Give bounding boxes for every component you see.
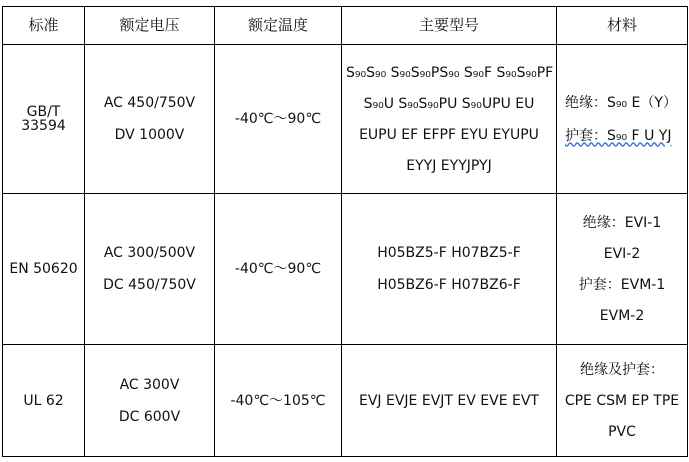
voltage-line: DC 600V [118,408,181,425]
material-line: 绝缘：EVI-1 [582,214,662,231]
temperature-cell: -40℃～105℃ [215,345,342,457]
table-row [3,194,688,345]
header-rated-temperature: 额定温度 [215,7,342,45]
model-line: EUPU EF EFPF EYU EYUPU [359,126,539,143]
temperature-cell: -40℃～90℃ [215,45,342,194]
material-line: EVI-2 [603,245,641,262]
materials-cell [557,345,688,457]
header-standard: 标准 [3,7,85,45]
model-line: H05BZ5-F H07BZ5-F [377,245,521,261]
cable-spec-table [2,6,688,457]
temperature-cell: -40℃～90℃ [215,194,342,345]
table-header-row [3,7,688,45]
header-rated-voltage: 额定电压 [85,7,215,45]
voltage-line: DV 1000V [114,127,185,143]
material-line: EVM-2 [599,307,645,324]
voltage-cell [85,45,215,194]
model-line: S₉₀S₉₀ S₉₀S₉₀PS₉₀ S₉₀F S₉₀S₉₀PF [346,64,554,81]
material-line: PVC [608,423,636,440]
standard-cell: UL 62 [3,345,85,457]
header-materials: 材料 [557,7,688,45]
voltage-cell [85,345,215,457]
model-line: S₉₀U S₉₀S₉₀PU S₉₀UPU EU [363,95,535,112]
voltage-line: AC 300/500V [103,245,196,261]
voltage-line: AC 450/750V [103,95,196,111]
material-line: CPE CSM EP TPE [564,392,680,409]
material-line: 护套：EVM-1 [578,276,666,293]
models-cell [342,194,557,345]
table-row [3,45,688,194]
model-line: EYYJ EYYJPYJ [406,157,492,174]
material-line: 绝缘及护套： [580,361,664,378]
material-line: 绝缘：S₉₀ E（Y） [565,94,677,111]
voltage-cell [85,194,215,345]
header-main-models: 主要型号 [342,7,557,45]
voltage-line: AC 300V [119,376,180,393]
standard-cell: EN 50620 [3,194,85,345]
model-line: H05BZ6-F H07BZ6-F [377,277,521,293]
models-cell: EVJ EVJE EVJT EV EVE EVT [342,345,557,457]
material-line: 护套：S₉₀ F U YJ [565,127,672,144]
standard-cell: GB/T 33594 [3,45,85,194]
materials-cell [557,45,688,194]
materials-cell [557,194,688,345]
models-cell [342,45,557,194]
voltage-line: DC 450/750V [103,277,196,293]
table-row [3,345,688,457]
